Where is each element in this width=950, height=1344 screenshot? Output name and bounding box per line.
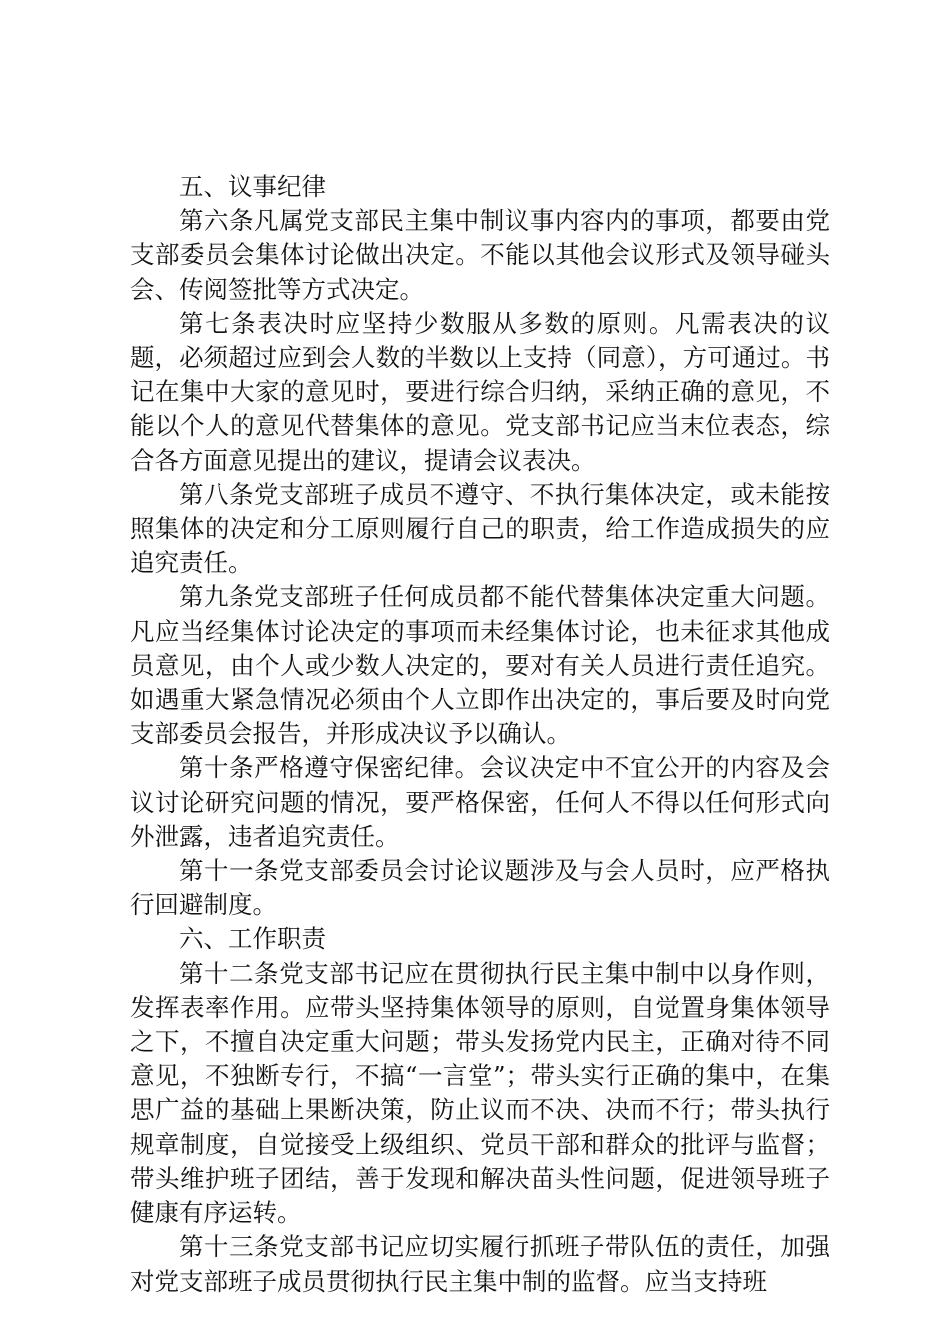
section-heading-discipline: 五、议事纪律	[179, 172, 326, 201]
article-13: 第十三条党支部书记应切实履行抓班子带队伍的责任，加强对党支部班子成员贯彻执行民主集中制的监督。应当支持班	[130, 1232, 830, 1296]
section-heading-duties: 六、工作职责	[179, 924, 326, 954]
article-10: 第十条严格遵守保密纪律。会议决定中不宜公开的内容及会议讨论研究问题的情况，要严格保密，任何人不得以任何形式向外泄露，违者追究责任。	[130, 753, 830, 851]
article-7: 第七条表决时应坚持少数服从多数的原则。凡需表决的议题，必须超过应到会人数的半数以上支持（同意），方可通过。书记在集中大家的意见时，要进行综合归纳，采纳正确的意见，不能以个人的意见代替集体的意见。党支部书记应当末位表态，综合各方面意见提出的建议，提请会议表决。	[130, 308, 830, 475]
article-6: 第六条凡属党支部民主集中制议事内容内的事项，都要由党支部委员会集体讨论做出决定。不能以其他会议形式及领导碰头会、传阅签批等方式决定。	[130, 206, 830, 304]
article-9: 第九条党支部班子任何成员都不能代替集体决定重大问题。凡应当经集体讨论决定的事项而未经集体讨论，也未征求其他成员意见，由个人或少数人决定的，要对有关人员进行责任追究。如遇重大紧急情况必须由个人立即作出决定的，事后要及时向党支部委员会报告，并形成决议予以确认。	[130, 582, 830, 749]
document-page	[130, 170, 830, 1299]
article-11: 第十一条党支部委员会讨论议题涉及与会人员时，应严格执行回避制度。	[130, 856, 830, 920]
article-12: 第十二条党支部书记应在贯彻执行民主集中制中以身作则，发挥表率作用。应带头坚持集体领导的原则，自觉置身集体领导之下，不擅自决定重大问题；带头发扬党内民主，正确对待不同意见，不独断专行，不搞“一言堂”；带头实行正确的集中，在集思广益的基础上果断决策，防止议而不决、决而不行；带头执行规章制度，自觉接受上级组织、党员干部和群众的批评与监督；带头维护班子团结，善于发现和解决苗头性问题，促进领导班子健康有序运转。	[130, 958, 830, 1228]
article-8: 第八条党支部班子成员不遵守、不执行集体决定，或未能按照集体的决定和分工原则履行自己的职责，给工作造成损失的应追究责任。	[130, 479, 830, 578]
